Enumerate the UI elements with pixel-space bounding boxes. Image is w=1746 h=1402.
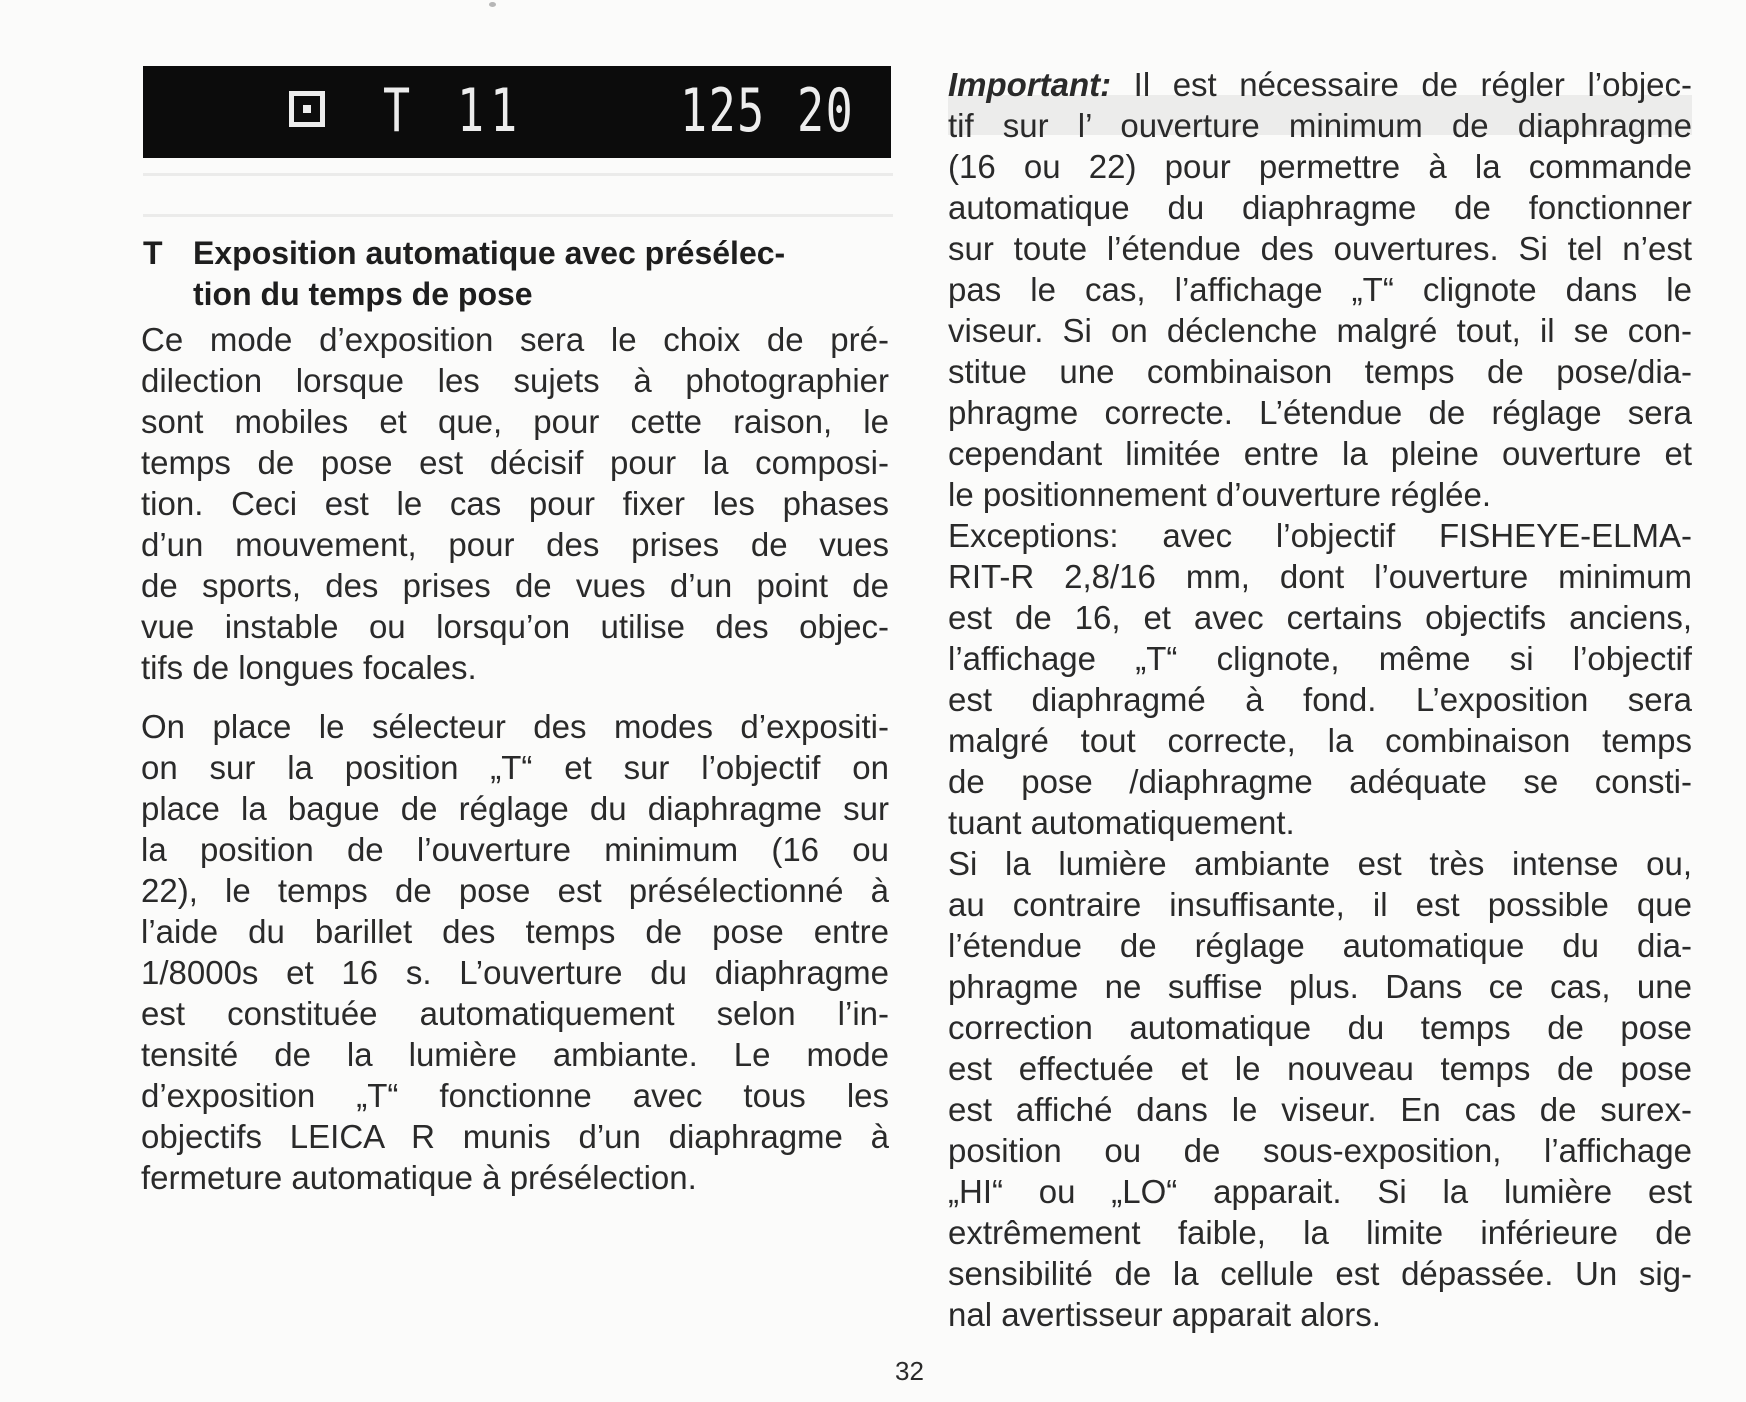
text-line: tuant automatiquement. bbox=[948, 804, 1295, 841]
text-line: pas le cas, l’affichage „T“ clignote dans le bbox=[948, 271, 1692, 308]
text-line: phragme ne suffise plus. Dans ce cas, une bbox=[948, 968, 1692, 1005]
important-label: Important: bbox=[948, 66, 1112, 103]
text-line: On place le sélecteur des modes d’expositi- bbox=[141, 708, 889, 745]
text-line: le positionnement d’ouverture réglée. bbox=[948, 476, 1492, 513]
text-line: 22), le temps de pose est présélectionné à bbox=[141, 872, 889, 909]
text-line: place la bague de réglage du diaphragme sur bbox=[141, 790, 889, 827]
text-line: Exceptions: avec l’objectif FISHEYE-ELMA- bbox=[948, 517, 1692, 554]
text-line: l’étendue de réglage automatique du dia- bbox=[948, 927, 1692, 964]
section-title-line2: tion du temps de pose bbox=[193, 276, 533, 312]
text-line: nal avertisseur apparait alors. bbox=[948, 1296, 1381, 1333]
text-line: la position de l’ouverture minimum (16 ou bbox=[141, 831, 889, 868]
text-line: fermeture automatique à présélection. bbox=[141, 1159, 697, 1196]
text-line: est diaphragmé à fond. L’exposition sera bbox=[948, 681, 1692, 718]
text-line: position ou de sous-exposition, l’affichage bbox=[948, 1132, 1692, 1169]
text-line: Si la lumière ambiante est très intense ou, bbox=[948, 845, 1692, 882]
text-line: d’un mouvement, pour des prises de vues bbox=[141, 526, 889, 563]
text-line: sont mobiles et que, pour cette raison, le bbox=[141, 403, 889, 440]
viewfinder-display bbox=[143, 66, 891, 158]
text-line: tif sur l’ ouverture minimum de diaphragme bbox=[948, 107, 1692, 144]
text-line: phragme correcte. L’étendue de réglage sera bbox=[948, 394, 1692, 431]
section-letter: T bbox=[143, 235, 163, 271]
text-line: automatique du diaphragme de fonctionner bbox=[948, 189, 1692, 226]
text-line: cependant limitée entre la pleine ouverture et bbox=[948, 435, 1692, 472]
text-line: (16 ou 22) pour permettre à la commande bbox=[948, 148, 1692, 185]
text-line: tifs de longues focales. bbox=[141, 649, 477, 686]
text-line: Ce mode d’exposition sera le choix de pré- bbox=[141, 321, 889, 358]
section-title-line1: Exposition automatique avec présélec- bbox=[193, 235, 786, 271]
viewfinder-shutter-speed: 125 bbox=[680, 76, 766, 146]
metering-spot-icon bbox=[289, 91, 325, 127]
text-line: malgré tout correcte, la combinaison temps bbox=[948, 722, 1692, 759]
text-line: correction automatique du temps de pose bbox=[948, 1009, 1692, 1046]
text-line: on sur la position „T“ et sur l’objectif on bbox=[141, 749, 889, 786]
important-line bbox=[948, 64, 1692, 105]
text-line: objectifs LEICA R munis d’un diaphragme à bbox=[141, 1118, 889, 1155]
text-line: est constituée automatiquement selon l’in- bbox=[141, 995, 889, 1032]
text-line: l’aide du barillet des temps de pose entre bbox=[141, 913, 889, 950]
text-line: l’affichage „T“ clignote, même si l’objectif bbox=[948, 640, 1692, 677]
viewfinder-aperture: 11 bbox=[457, 76, 524, 146]
text-line: vue instable ou lorsqu’on utilise des objec- bbox=[141, 608, 889, 645]
text-line: sensibilité de la cellule est dépassée. Un sig- bbox=[948, 1255, 1692, 1292]
right-column-text bbox=[948, 64, 1692, 1335]
dust-speck bbox=[489, 2, 496, 7]
important-first-line: Il est nécessaire de régler l’objec- bbox=[1111, 66, 1692, 103]
text-line: temps de pose est décisif pour la composi- bbox=[141, 444, 889, 481]
text-line: d’exposition „T“ fonctionne avec tous les bbox=[141, 1077, 889, 1114]
text-line: sur toute l’étendue des ouvertures. Si tel n’est bbox=[948, 230, 1692, 267]
text-line: de pose /diaphragme adéquate se consti- bbox=[948, 763, 1692, 800]
text-line: tensité de la lumière ambiante. Le mode bbox=[141, 1036, 889, 1073]
text-line: est de 16, et avec certains objectifs anciens, bbox=[948, 599, 1692, 636]
page-number: 32 bbox=[895, 1356, 924, 1386]
viewfinder-film-speed: 20 bbox=[797, 76, 855, 146]
left-paragraph-1 bbox=[141, 319, 889, 688]
left-paragraph-2 bbox=[141, 706, 889, 1198]
text-line: au contraire insuffisante, il est possible que bbox=[948, 886, 1692, 923]
text-line: de sports, des prises de vues d’un point de bbox=[141, 567, 889, 604]
show-through-left bbox=[143, 155, 893, 237]
text-line: tion. Ceci est le cas pour fixer les phases bbox=[141, 485, 889, 522]
text-line: stitue une combinaison temps de pose/dia- bbox=[948, 353, 1692, 390]
text-line: extrêmement faible, la limite inférieure de bbox=[948, 1214, 1692, 1251]
text-line: viseur. Si on déclenche malgré tout, il se con- bbox=[948, 312, 1692, 349]
text-line: 1/8000s et 16 s. L’ouverture du diaphragme bbox=[141, 954, 889, 991]
viewfinder-mode-letter: T bbox=[383, 76, 412, 146]
text-line: est effectuée et le nouveau temps de pose bbox=[948, 1050, 1692, 1087]
text-line: RIT-R 2,8/16 mm, dont l’ouverture minimum bbox=[948, 558, 1692, 595]
text-line: „HI“ ou „LO“ apparait. Si la lumière est bbox=[948, 1173, 1692, 1210]
section-title bbox=[143, 233, 895, 315]
text-line: dilection lorsque les sujets à photographier bbox=[141, 362, 889, 399]
text-line: est affiché dans le viseur. En cas de surex- bbox=[948, 1091, 1692, 1128]
